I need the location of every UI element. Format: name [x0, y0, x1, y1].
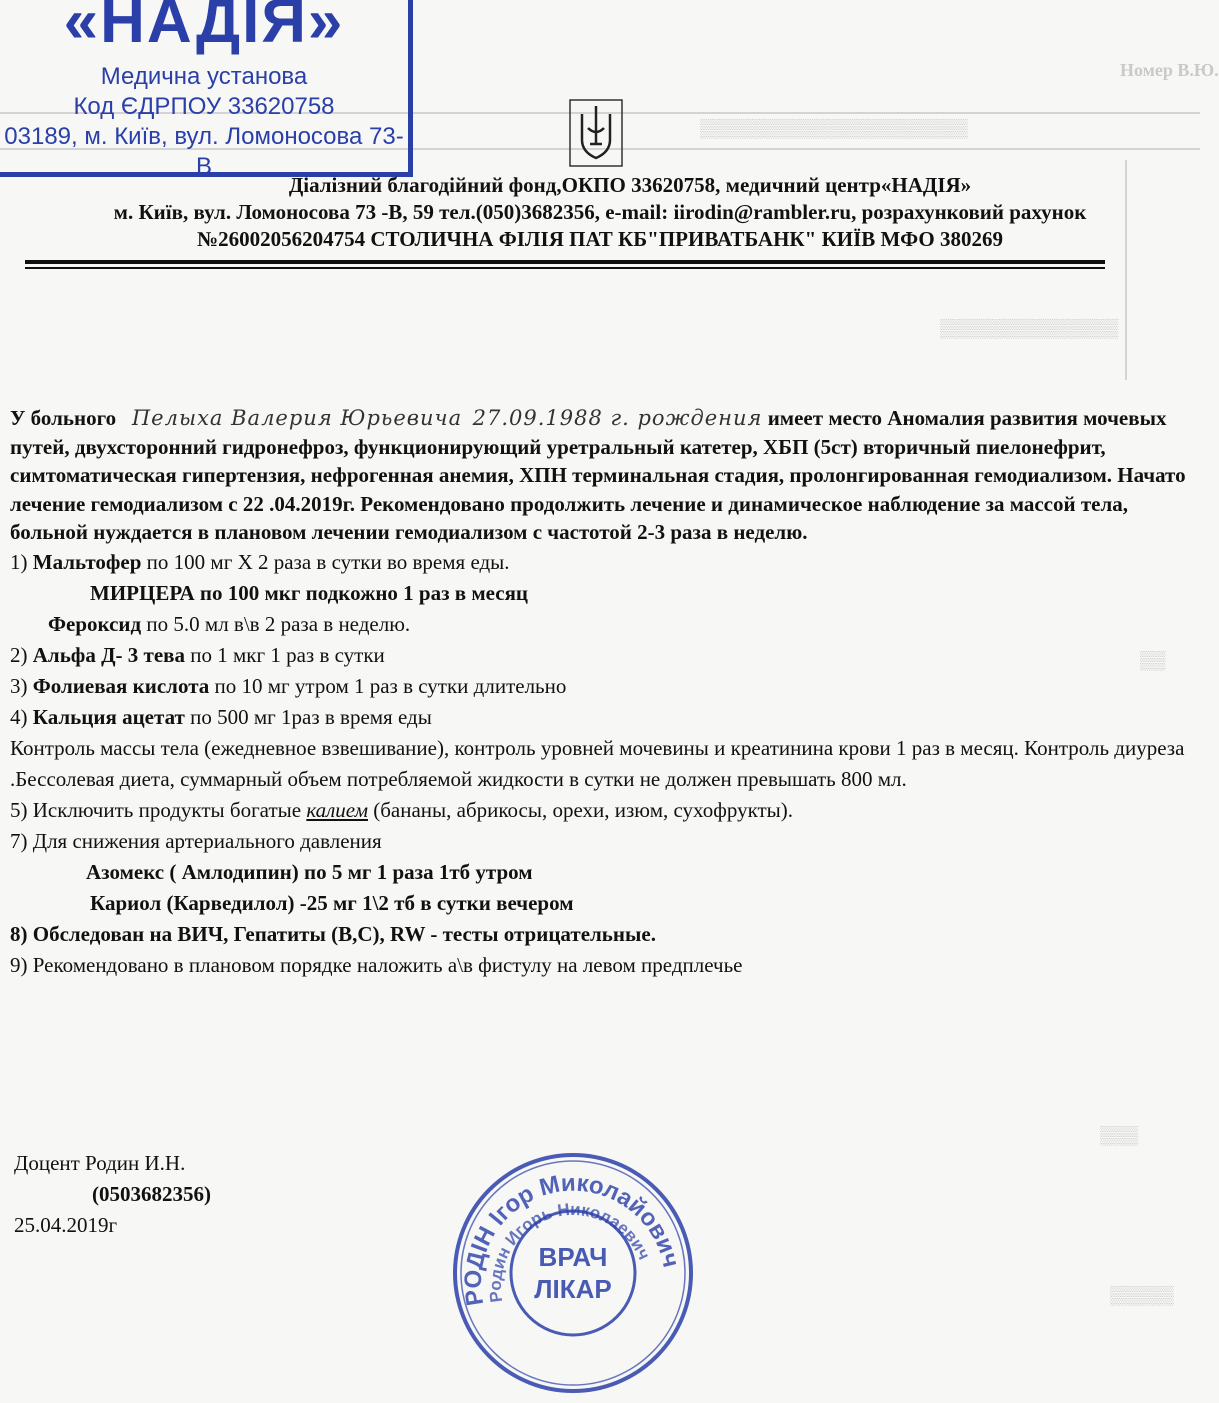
document-date: 25.04.2019г: [14, 1213, 118, 1237]
med-1c-name: Фероксид: [48, 611, 142, 636]
med-3-dose: по 10 мг утром 1 раз в сутки длительно: [214, 673, 567, 698]
ghost-text: Номер В.Ю.: [1120, 60, 1219, 80]
header-divider: [25, 260, 1105, 264]
med-3-name: Фолиевая кислота: [32, 673, 210, 698]
svg-text:Родин Игорь Николаевич: Родин Игорь Николаевич: [485, 1199, 654, 1304]
doctor-phone: (0503682356): [92, 1182, 211, 1206]
med-5-suffix: (бананы, абрикосы, орехи, изюм, сухофрукты).: [373, 797, 794, 822]
med-1-number: 1): [10, 549, 28, 574]
med-4-dose: по 500 мг 1раз в время еды: [190, 704, 432, 729]
document-body: [10, 404, 1190, 981]
letterhead: [0, 172, 1200, 253]
signature-block: [14, 1148, 211, 1241]
med-1c: [10, 609, 1190, 640]
diagnosis-prefix: У больного: [10, 406, 117, 430]
header-divider-thin: [25, 267, 1105, 269]
svg-text:РОДІН Ігор Миколайович: РОДІН Ігор Миколайович: [459, 1169, 685, 1308]
ghost-text: ▒▒▒▒▒: [1110, 1285, 1174, 1305]
stamp-line-3: 03189, м. Київ, вул. Ломоносова 73-В: [4, 123, 404, 180]
ghost-text: ▒▒▒: [1100, 1125, 1139, 1145]
med-7b: Кариол (Карведилол) -25 мг 1\2 тб в сутки вечером: [90, 890, 574, 915]
med-3-number: 3): [10, 673, 28, 698]
med-8-text: Обследован на ВИЧ, Гепатиты (B,C), RW - тесты отрицательные.: [32, 921, 656, 946]
med-3: [10, 671, 1190, 702]
svg-text:ВРАЧ: ВРАЧ: [538, 1242, 608, 1272]
svg-text:ЛІКАР: ЛІКАР: [534, 1274, 612, 1304]
med-1b: МИРЦЕРА по 100 мкг подкожно 1 раз в месяц: [90, 580, 529, 605]
stamp-name: «НАДІЯ»: [63, 0, 345, 56]
med-2-dose: по 1 мкг 1 раз в сутки: [190, 642, 385, 667]
ghost-text: ▒▒▒▒▒▒▒▒▒▒▒▒▒▒: [940, 318, 1119, 338]
med-4-number: 4): [10, 704, 28, 729]
med-4-name: Кальция ацетат: [32, 704, 185, 729]
stamp-line-2: Код ЄДРПОУ 33620758: [73, 93, 335, 120]
letterhead-line-1: Діалізний благодійний фонд,ОКПО 33620758, медичний центр«НАДІЯ»: [288, 173, 972, 197]
med-4: [10, 702, 1190, 733]
med-1-name: Мальтофер: [32, 549, 142, 574]
organization-stamp: [0, 0, 413, 180]
letterhead-line-2: м. Київ, вул. Ломоносова 73 -В, 59 тел.(050)3682356, e-mail: iirodin@rambler.ru, розрахунковий рахунок: [113, 200, 1087, 224]
med-7a: Азомекс ( Амлодипин) по 5 мг 1 раза 1тб утром: [86, 859, 533, 884]
med-1-dose: по 100 мг Х 2 раза в сутки во время еды.: [146, 549, 510, 574]
med-2-name: Альфа Д- 3 тева: [32, 642, 185, 667]
diagnosis-text: имеет место Аномалия развития мочевых путей, двухсторонний гидронефроз, функционирующий уретральный катетер, ХБП (5ст) вторичный пиелонефрит, симтоматическая гипертензия, нефрогенная анемия, ХПН терминальная стадия, пролонгированная гемодиализом. Начато лечение гемодиализом с 22 .04.2019г. Рекомендовано продолжить лечение и динамическое наблюдение за массой тела, больной нуждается в плановом лечении гемодиализом с частотой 2-3 раза в неделю.: [10, 406, 1186, 544]
coat-of-arms-icon: [568, 98, 624, 168]
doctor-round-stamp-icon: [448, 1148, 698, 1398]
med-7: 7) Для снижения артериального давления: [10, 828, 382, 853]
letterhead-line-3: №26002056204754 СТОЛИЧНА ФІЛІЯ ПАТ КБ"ПРИВАТБАНК" КИЇВ МФО 380269: [197, 227, 1003, 251]
ghost-text: ▒▒: [1140, 650, 1166, 670]
doctor-name: Доцент Родин И.Н.: [14, 1151, 186, 1175]
med-5: [10, 795, 1190, 826]
patient-birth: 27.09.1988 г. рождения: [472, 406, 763, 430]
patient-name: Пелыха Валерия Юрьевича: [131, 406, 463, 430]
ghost-text: ▒▒▒▒▒▒▒▒▒▒▒▒▒▒▒▒▒▒▒▒▒: [700, 118, 968, 138]
med-2-number: 2): [10, 642, 28, 667]
diagnosis-paragraph: [10, 404, 1190, 547]
prescriptions: [10, 547, 1190, 981]
med-8-number: 8): [10, 921, 28, 946]
med-9: 9) Рекомендовано в плановом порядке наложить а\в фистулу на левом предплечье: [10, 952, 743, 977]
med-2: [10, 640, 1190, 671]
med-5-prefix: 5) Исключить продукты богатые: [10, 797, 302, 822]
control-paragraph: Контроль массы тела (ежедневное взвешивание), контроль уровней мочевины и креатинина крови 1 раз в месяц. Контроль диуреза .Бессолевая диета, суммарный объем потребляемой жидкости в сутки не должен превышать 800 мл.: [10, 735, 1185, 791]
stamp-line-1: Медична установа: [100, 63, 308, 90]
med-8: [10, 919, 1190, 950]
med-5-word: калием: [306, 797, 368, 822]
med-1: [10, 547, 1190, 578]
med-1c-dose: по 5.0 мл в\в 2 раза в неделю.: [146, 611, 411, 636]
